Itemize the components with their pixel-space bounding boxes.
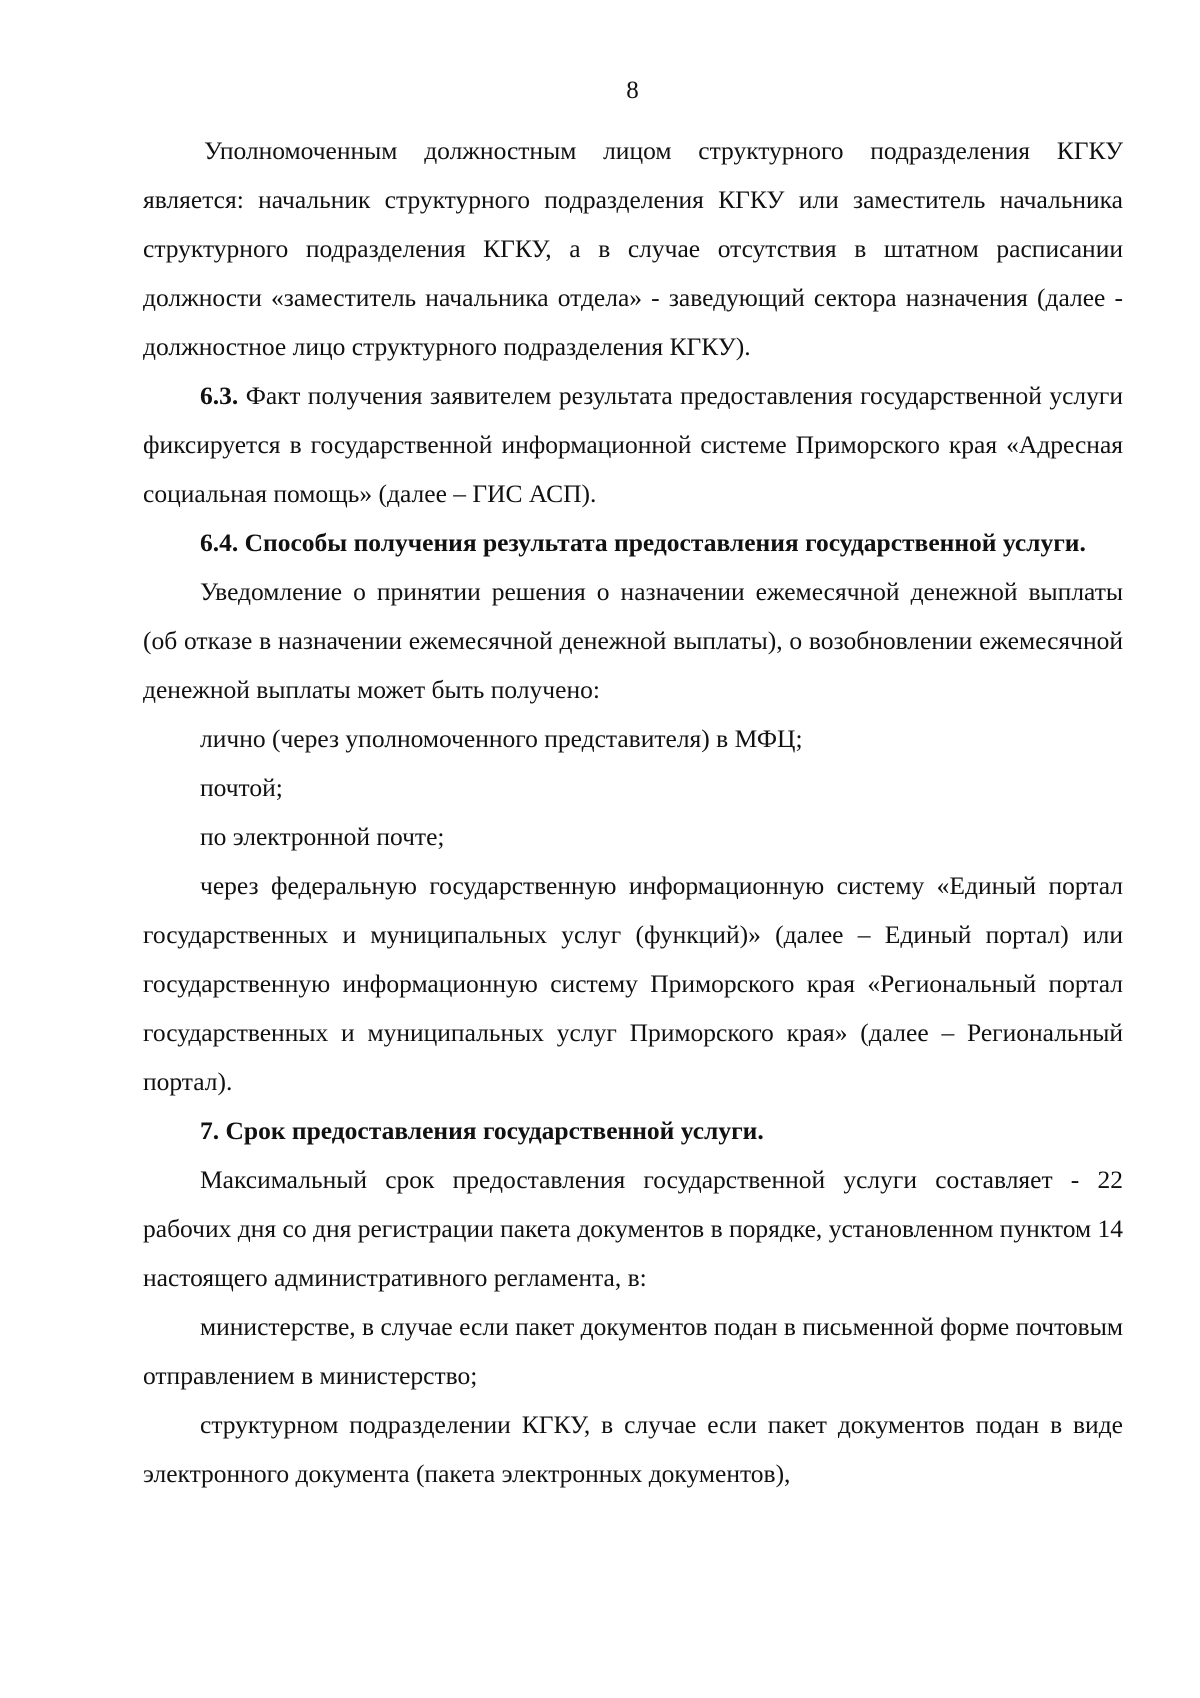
paragraph-notification: Уведомление о принятии решения о назначении ежемесячной денежной выплаты (об отказе в назначении ежемесячной денежной выплаты), о возобновлении ежемесячной денежной выплаты может быть получено: <box>143 577 1123 704</box>
heading-6-4: 6.4. Способы получения результата предоставления государственной услуги. <box>200 528 1086 557</box>
paragraph-text: Факт получения заявителем результата предоставления государственной услуги фиксируется в государственной информационной системе Приморского края «Адресная социальная помощь» (далее – ГИС АСП). <box>143 381 1123 508</box>
list-item-in-person: лично (через уполномоченного представителя) в МФЦ; <box>200 724 803 753</box>
paragraph-kgku-division: структурном подразделении КГКУ, в случае если пакет документов подан в виде электронного документа (пакета электронных документов), <box>143 1410 1123 1488</box>
paragraph-max-term: Максимальный срок предоставления государственной услуги составляет - 22 рабочих дня со дня регистрации пакета документов в порядке, установленном пунктом 14 настоящего административного регламента, в: <box>143 1165 1123 1292</box>
paragraph-ministry: министерстве, в случае если пакет документов подан в письменной форме почтовым отправлением в министерство; <box>143 1312 1123 1390</box>
list-item-mail: почтой; <box>200 773 283 802</box>
paragraph-authorized-person <box>143 126 1123 371</box>
paragraph-6-3 <box>143 371 1123 518</box>
list-item-email: по электронной почте; <box>200 822 445 851</box>
page-number: 8 <box>626 77 639 104</box>
heading-7: 7. Срок предоставления государственной услуги. <box>200 1116 764 1145</box>
list-item-portal: через федеральную государственную информационную систему «Единый портал государственных и муниципальных услуг (функций)» (далее – Единый портал) или государственную информационную систему Приморского края «Региональный портал государственных и муниципальных услуг Приморского края» (далее – Региональный портал). <box>143 871 1123 1096</box>
document-body <box>143 126 1123 1498</box>
paragraph-text: Уполномоченным должностным лицом структурного подразделения КГКУ является: начальник структурного подразделения КГКУ или заместитель начальника структурного подразделения КГКУ, а в случае отсутствия в штатном расписании должности «заместитель начальника отдела» - заведующий сектора назначения (далее - должностное лицо структурного подразделения КГКУ). <box>143 136 1123 361</box>
clause-number: 6.3. <box>200 381 239 410</box>
